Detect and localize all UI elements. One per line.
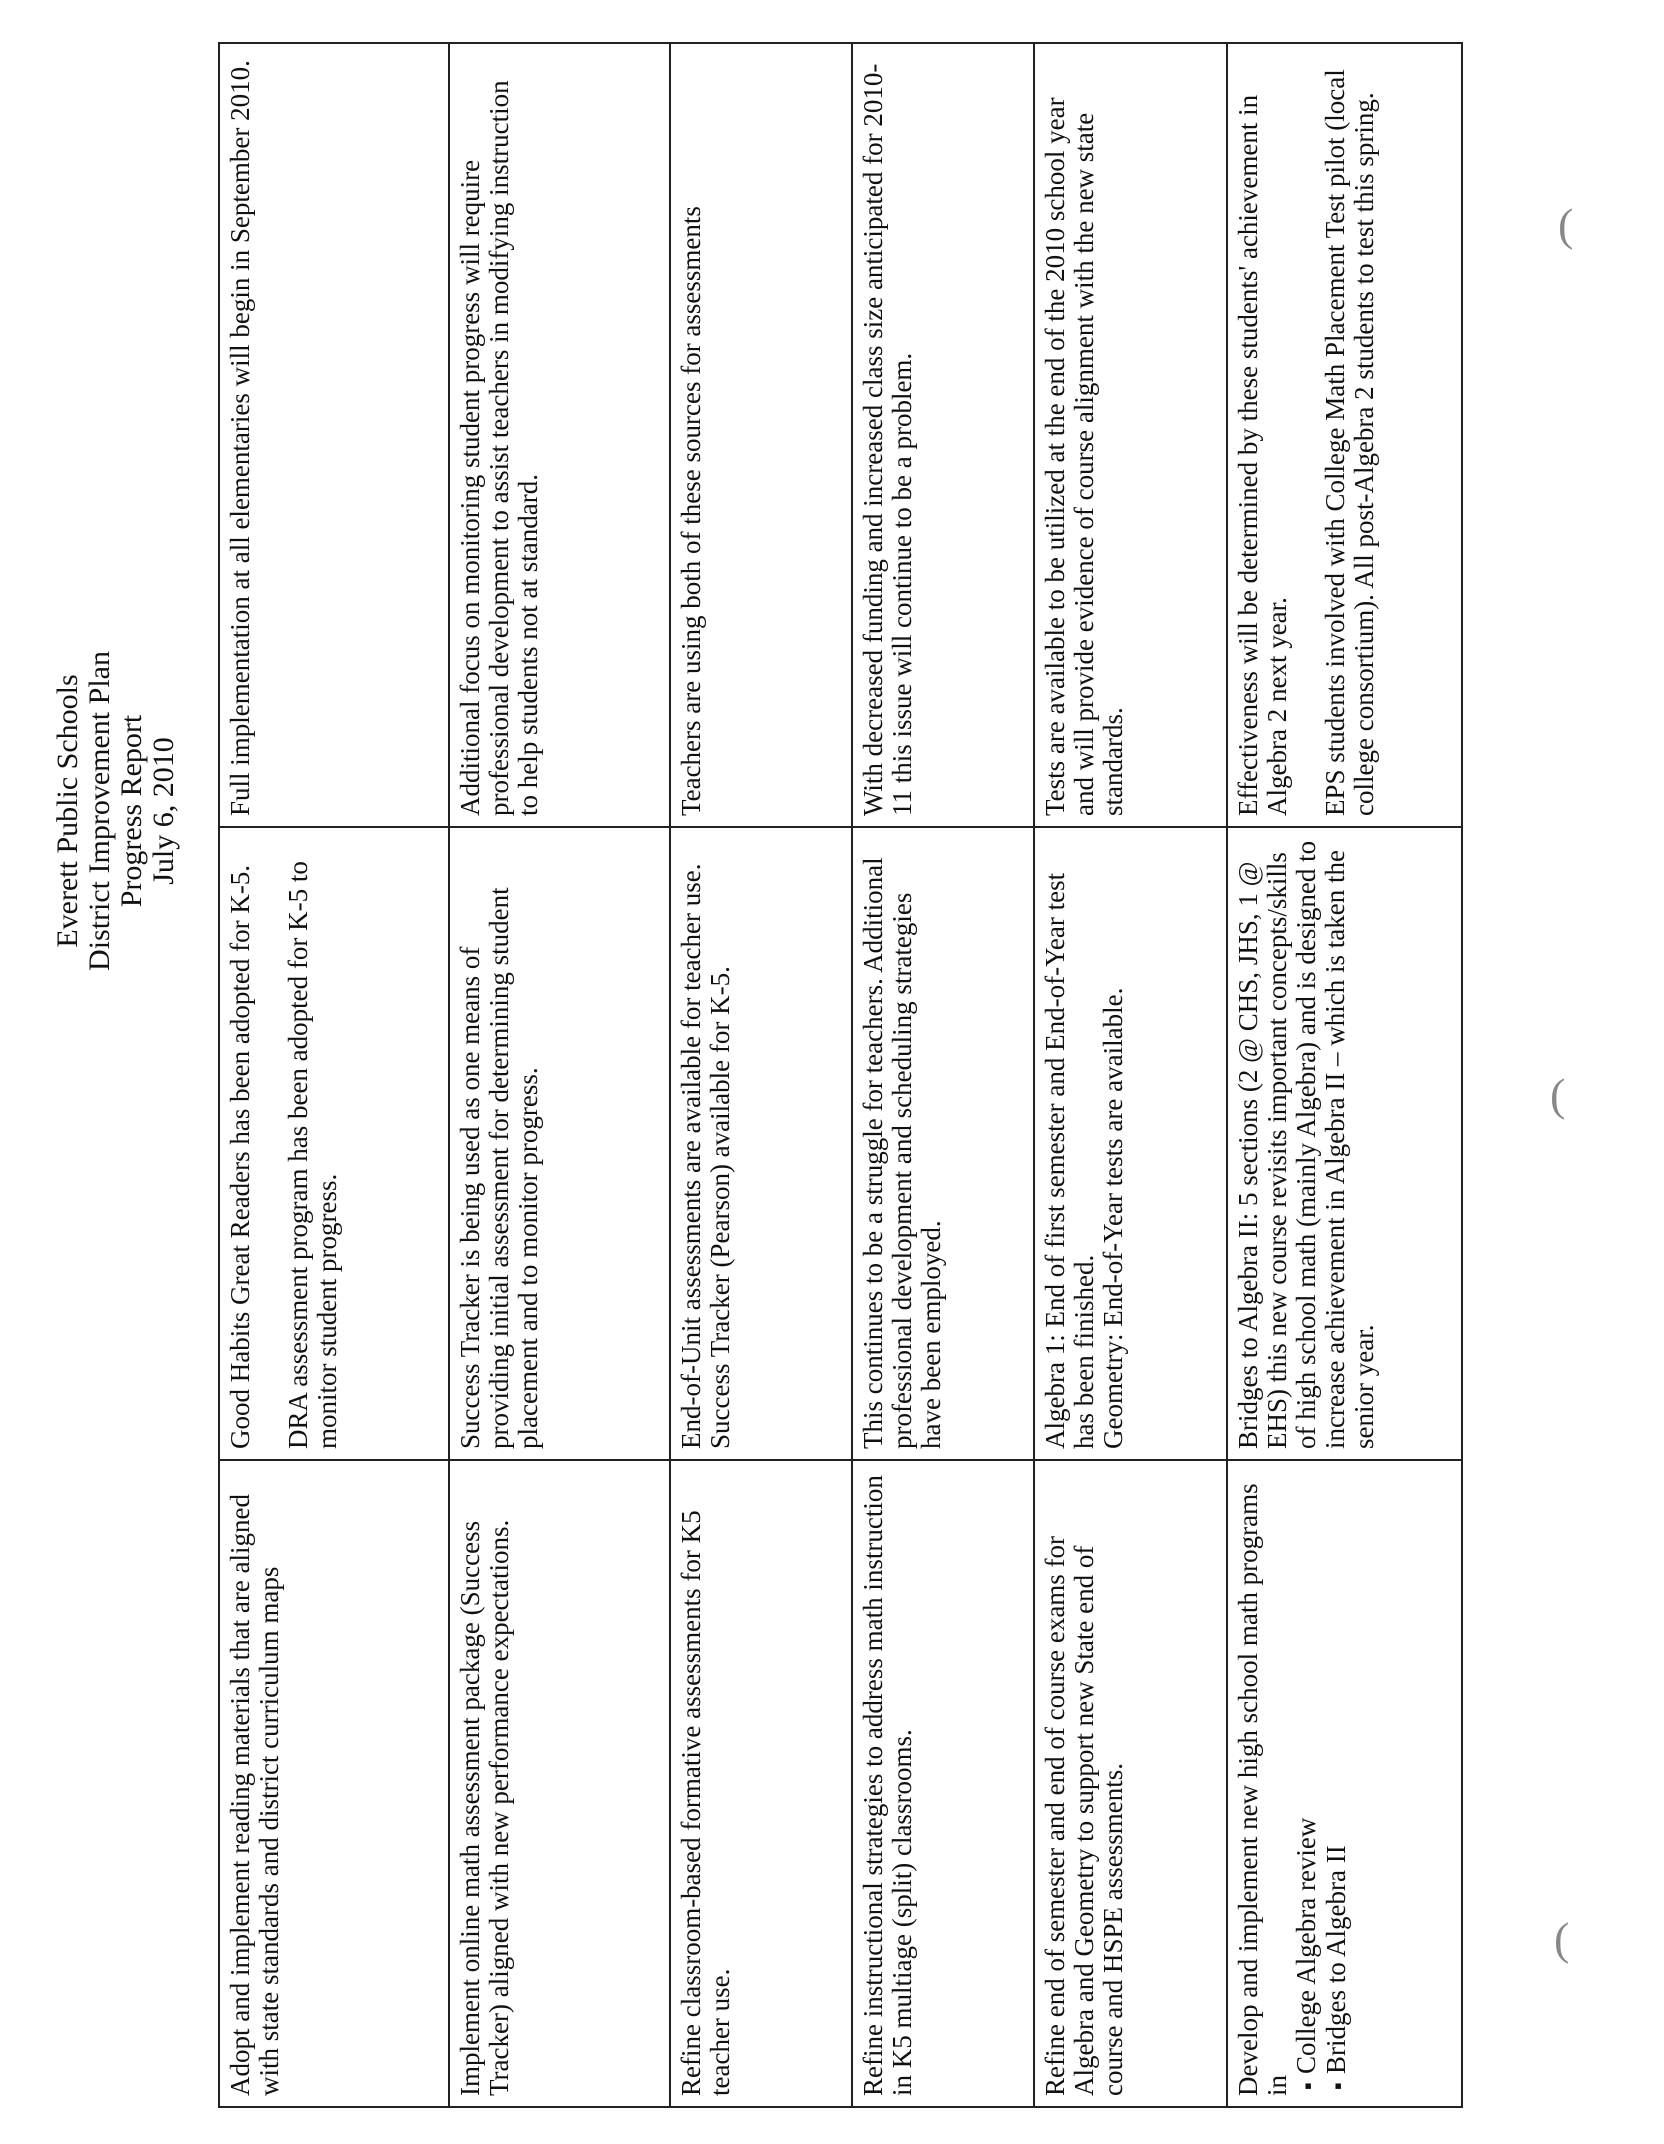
progress-cell: End-of-Unit assessments are available for teacher use. Success Tracker (Pearson) available for K-5.	[670, 827, 852, 1460]
goal-cell: Refine classroom-based formative assessments for K5 teacher use.	[670, 1460, 852, 2107]
header-plan-title: District Improvement Plan	[83, 651, 116, 971]
binder-hole-mark: (	[1554, 1913, 1570, 1964]
table-row	[219, 43, 449, 2107]
goal-cell: Refine end of semester and end of course exams for Algebra and Geometry to support new State end of course and HSPE assessments.	[1034, 1460, 1227, 2107]
goal-cell: Adopt and implement reading materials that are aligned with state standards and district curriculum maps	[219, 1460, 449, 2107]
next-steps-cell: Full implementation at all elementaries will begin in September 2010.	[219, 43, 449, 827]
next-steps-cell: With decreased funding and increased class size anticipated for 2010-11 this issue will continue to be a problem.	[852, 43, 1034, 827]
progress-cell: Algebra 1: End of first semester and End-of-Year test has been finished. Geometry: End-of-Year tests are available.	[1034, 827, 1227, 1460]
table-row	[852, 43, 1034, 2107]
binder-hole-mark: (	[1558, 199, 1574, 250]
progress-cell: Bridges to Algebra II: 5 sections (2 @ CHS, JHS, 1 @ EHS) this new course revisits important concepts/skills of high school math (mainly Algebra) and is designed to increase achievement in Algebra II – which is taken the senior year.	[1227, 827, 1462, 1460]
progress-cell: Success Tracker is being used as one means of providing initial assessment for determining student placement and to monitor progress.	[449, 827, 670, 1460]
goal-cell: Develop and implement new high school math programs in ▪ College Algebra review ▪ Bridges to Algebra II	[1227, 1460, 1462, 2107]
goal-bullet-list	[1292, 1471, 1352, 2096]
goal-cell: Implement online math assessment package (Success Tracker) aligned with new performance expectations.	[449, 1460, 670, 2107]
next-steps-cell: Additional focus on monitoring student progress will require professional development to assist teachers in modifying instruction to help students not at standard.	[449, 43, 670, 827]
progress-table	[218, 42, 1463, 2108]
list-item: ▪ Bridges to Algebra II	[1322, 1471, 1352, 2090]
next-steps-cell: Tests are available to be utilized at the end of the 2010 school year and will provide evidence of course alignment with the new state standards.	[1034, 43, 1227, 827]
header-district: Everett Public Schools	[51, 674, 84, 948]
next-steps-cell: Teachers are using both of these sources for assessments	[670, 43, 852, 827]
binder-hole-mark: (	[1550, 1069, 1566, 1120]
document-header	[52, 511, 180, 1111]
next-steps-cell: Effectiveness will be determined by these students' achievement in Algebra 2 next year. EPS students involved with College Math Placement Test pilot (local college consortium). All post-Algebra 2 students to test this spring.	[1227, 43, 1462, 827]
header-date: July 6, 2010	[147, 737, 180, 885]
table-row	[449, 43, 670, 2107]
table-row	[670, 43, 852, 2107]
progress-cell: Good Habits Great Readers has been adopted for K-5. DRA assessment program has been adopted for K-5 to monitor student progress.	[219, 827, 449, 1460]
list-item: ▪ College Algebra review	[1292, 1471, 1322, 2090]
table-row	[1227, 43, 1462, 2107]
table-row	[1034, 43, 1227, 2107]
goal-cell: Refine instructional strategies to address math instruction in K5 multiage (split) classrooms.	[852, 1460, 1034, 2107]
header-report-title: Progress Report	[115, 714, 148, 908]
progress-cell: This continues to be a struggle for teachers. Additional professional development and scheduling strategies have been employed.	[852, 827, 1034, 1460]
